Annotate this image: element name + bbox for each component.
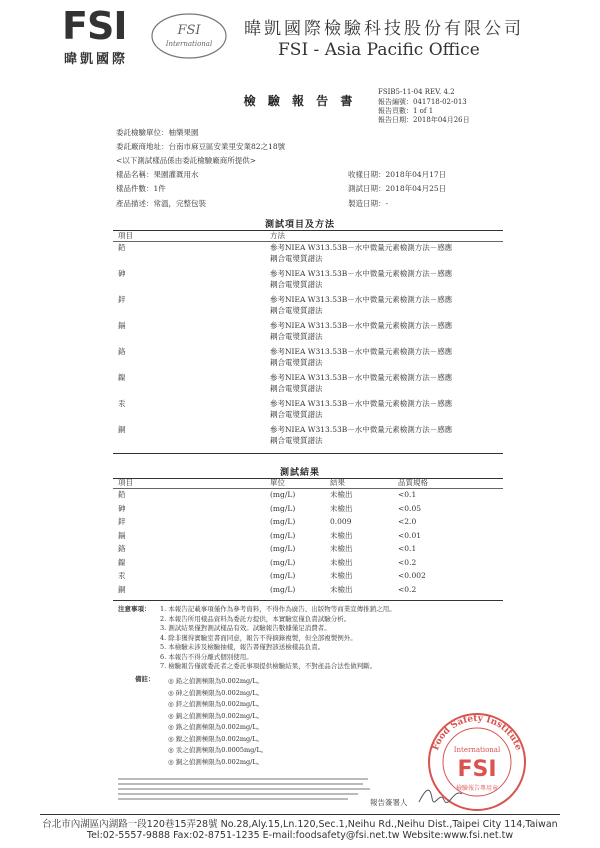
stamp-middle-text: International	[453, 746, 501, 754]
results-row-unit: (mg/L)	[270, 571, 296, 580]
methods-row-method-line1: 參考NIEA W313.53B－水中微量元素檢測方法－感應	[270, 269, 453, 278]
fsi-logo-chinese: 暐凱國際	[64, 52, 129, 67]
note-item: 2. 本報告所用樣品資料為委託方提供，本實驗室僅負責試驗分析。	[160, 614, 351, 623]
remarks-label: 備註：	[135, 675, 155, 683]
results-row-result: 未檢出	[330, 530, 353, 540]
results-row-unit: (mg/L)	[270, 557, 296, 567]
form-code: FSIB5-11-04 REV. 4.2	[378, 88, 455, 96]
methods-row-method-line1: 參考NIEA W313.53B－水中微量元素檢測方法－感應	[270, 321, 453, 330]
received-date: 收樣日期：2018年04月17日	[348, 170, 447, 179]
sample-provided-note: <以下測試樣品係由委託檢驗廠商所提供>	[116, 156, 257, 165]
report-title: 檢 驗 報 告 書	[243, 94, 357, 108]
remark-item: ◎ 鎘之偵測極限為0.002mg/L。	[168, 711, 264, 720]
results-row-item: 鋅	[118, 517, 126, 526]
results-row-item: 銅	[118, 584, 126, 594]
results-row-spec: <0.01	[398, 530, 421, 540]
sample-quantity: 樣品件數：1件	[116, 184, 166, 193]
methods-row-method-line1: 參考NIEA W313.53B－水中微量元素檢測方法－感應	[270, 243, 453, 252]
results-top-rule	[113, 478, 503, 479]
methods-row-item: 汞	[118, 399, 126, 408]
results-header-item: 項目	[118, 478, 133, 487]
note-item: 6. 本報告不得分離式個別使用。	[160, 652, 253, 661]
oval-logo-bottom-text: International	[165, 40, 213, 48]
results-header-unit: 單位	[270, 478, 285, 487]
report-date: 報告日期：2018年04月26日	[378, 116, 470, 124]
remark-item: ◎ 汞之偵測極限為0.0005mg/L。	[168, 746, 268, 754]
results-header-spec: 品質規格	[398, 478, 428, 487]
note-item: 5. 本檢驗未涉及檢驗抽樣，報告書僅對該送檢樣品負責。	[160, 643, 325, 651]
results-bottom-rule	[113, 600, 503, 601]
methods-row-method-line1: 參考NIEA W313.53B－水中微量元素檢測方法－感應	[270, 347, 453, 356]
fine-print-block	[118, 778, 373, 803]
results-row-spec: <0.1	[398, 490, 417, 499]
methods-row-method-line2: 耦合電漿質譜法	[270, 436, 323, 445]
sample-description: 產品描述：常溫，完整包裝	[116, 199, 206, 208]
methods-row-method-line2: 耦合電漿質譜法	[270, 306, 323, 315]
footer-rule	[40, 814, 560, 815]
results-row-item: 鎘	[118, 530, 126, 540]
methods-row-item: 鎘	[118, 321, 126, 330]
results-row-result: 未檢出	[330, 490, 353, 499]
fsi-international-oval-logo	[150, 12, 228, 60]
methods-header-item: 項目	[118, 231, 133, 240]
results-row-result: 未檢出	[330, 557, 353, 567]
footer-contacts: Tel:02-5557-9888 Fax:02-8751-1235 E-mail:foodsafety@fsi.net.tw Website:www.fsi.net.tw	[86, 830, 514, 841]
results-row-item: 砷	[118, 503, 126, 513]
note-item: 3. 測試結果僅對測試樣品有效。試驗報告數據僅足消費者。	[160, 624, 331, 632]
results-row-spec: <2.0	[398, 517, 417, 526]
results-row-item: 鉛	[118, 490, 126, 499]
methods-row-method-line1: 參考NIEA W313.53B－水中微量元素檢測方法－感應	[270, 295, 453, 304]
client-address: 委託廠商地址：台南市麻豆區安業里安業82之18號	[116, 142, 286, 151]
remark-item: ◎ 鎳之偵測極限為0.002mg/L。	[168, 734, 264, 743]
methods-row-method-line1: 參考NIEA W313.53B－水中微量元素檢測方法－感應	[270, 425, 453, 434]
note-item: 4. 除非獲得實驗室書面同意，報告不得摘錄複製，但全部複製例外。	[160, 633, 357, 642]
results-row-item: 鎳	[118, 557, 126, 567]
remark-item: ◎ 銅之偵測極限為0.002mg/L。	[168, 757, 264, 766]
results-row-spec: <0.2	[398, 584, 417, 594]
signer-label: 報告簽署人	[370, 798, 408, 807]
results-row-unit: (mg/L)	[270, 517, 296, 526]
results-row-result: 未檢出	[330, 503, 353, 513]
sample-name: 樣品名稱：果園灌溉用水	[116, 170, 199, 179]
results-header-result: 結果	[330, 478, 345, 487]
methods-row-item: 鉻	[118, 347, 126, 356]
results-row-unit: (mg/L)	[270, 544, 296, 553]
note-item: 1. 本報告記載事項僅作為參考資料，不得作為廣告、出版物等商業宣傳推銷之用。	[160, 605, 396, 613]
remark-item: ◎ 鉻之偵測極限為0.002mg/L。	[168, 723, 264, 731]
results-row-result: 未檢出	[330, 584, 353, 594]
methods-top-rule	[113, 230, 503, 231]
methods-row-method-line2: 耦合電漿質譜法	[270, 410, 323, 419]
methods-row-item: 鋅	[118, 295, 126, 304]
results-row-spec: <0.002	[398, 571, 426, 580]
results-row-item: 鉻	[118, 544, 126, 553]
results-row-result: 0.009	[330, 517, 352, 526]
footer-address: 台北市內湖區內湖路一段120巷15弄28號 No.28,Aly.15,Ln.120,Sec.1,Neihu Rd.,Neihu Dist.,Taipei City 114,Taiwan	[42, 819, 558, 830]
methods-header-rule	[113, 241, 503, 242]
results-row-spec: <0.05	[398, 503, 421, 513]
handwritten-signature	[416, 784, 466, 806]
remark-item: ◎ 鋅之偵測極限為0.002mg/L。	[168, 700, 264, 708]
note-item: 7. 檢驗報告僅就委託者之委託事項提供檢驗結果，不對產品合法性做判斷。	[160, 662, 377, 670]
results-row-unit: (mg/L)	[270, 490, 296, 499]
methods-row-method-line2: 耦合電漿質譜法	[270, 384, 323, 393]
notes-label: 注意事項：	[118, 605, 151, 613]
test-date: 測試日期：2018年04月25日	[348, 184, 447, 193]
methods-row-method-line2: 耦合電漿質譜法	[270, 254, 323, 263]
methods-row-item: 銅	[118, 425, 126, 434]
fsi-logo-text: FSI	[62, 4, 127, 48]
methods-bottom-rule	[113, 453, 503, 454]
methods-row-item: 鉛	[118, 243, 126, 252]
methods-row-method-line2: 耦合電漿質譜法	[270, 332, 323, 341]
methods-header-method: 方法	[270, 231, 285, 240]
methods-row-method-line1: 參考NIEA W313.53B－水中微量元素檢測方法－感應	[270, 373, 453, 382]
methods-row-method-line1: 參考NIEA W313.53B－水中微量元素檢測方法－感應	[270, 399, 453, 408]
manufacture-date: 製造日期：-	[348, 199, 389, 208]
remark-item: ◎ 砷之偵測極限為0.002mg/L。	[168, 688, 264, 697]
results-row-result: 未檢出	[330, 571, 353, 580]
results-header-rule	[113, 488, 503, 489]
results-row-spec: <0.1	[398, 544, 417, 553]
results-row-result: 未檢出	[330, 544, 353, 553]
report-number: 報告編號：041718-02-013	[378, 98, 467, 106]
methods-row-item: 砷	[118, 269, 126, 278]
oval-logo-top-text: FSI	[177, 23, 201, 38]
results-section-title: 測試結果	[279, 468, 320, 478]
results-row-unit: (mg/L)	[270, 584, 296, 594]
stamp-bottom-text: 檢驗報告專用章	[455, 785, 499, 792]
results-row-unit: (mg/L)	[270, 530, 296, 540]
report-pages: 報告頁數：1 of 1	[378, 107, 434, 115]
methods-row-item: 鎳	[118, 373, 126, 382]
methods-section-title: 測試項目及方法	[264, 220, 335, 230]
results-row-unit: (mg/L)	[270, 503, 296, 513]
stamp-center-text: FSI	[457, 757, 497, 782]
results-row-spec: <0.2	[398, 557, 417, 567]
client-unit: 委託檢驗單位：柚樂果園	[116, 128, 199, 137]
stamp-top-arc-text: Food Safety Institute	[430, 713, 524, 752]
methods-row-method-line2: 耦合電漿質譜法	[270, 358, 323, 367]
methods-row-method-line2: 耦合電漿質譜法	[270, 280, 323, 289]
company-name-chinese: 暐凱國際檢驗科技股份有限公司	[244, 19, 524, 39]
company-name-english: FSI - Asia Pacific Office	[278, 40, 480, 60]
results-row-item: 汞	[118, 571, 126, 580]
remark-item: ◎ 鉛之偵測極限為0.002mg/L。	[168, 677, 264, 685]
